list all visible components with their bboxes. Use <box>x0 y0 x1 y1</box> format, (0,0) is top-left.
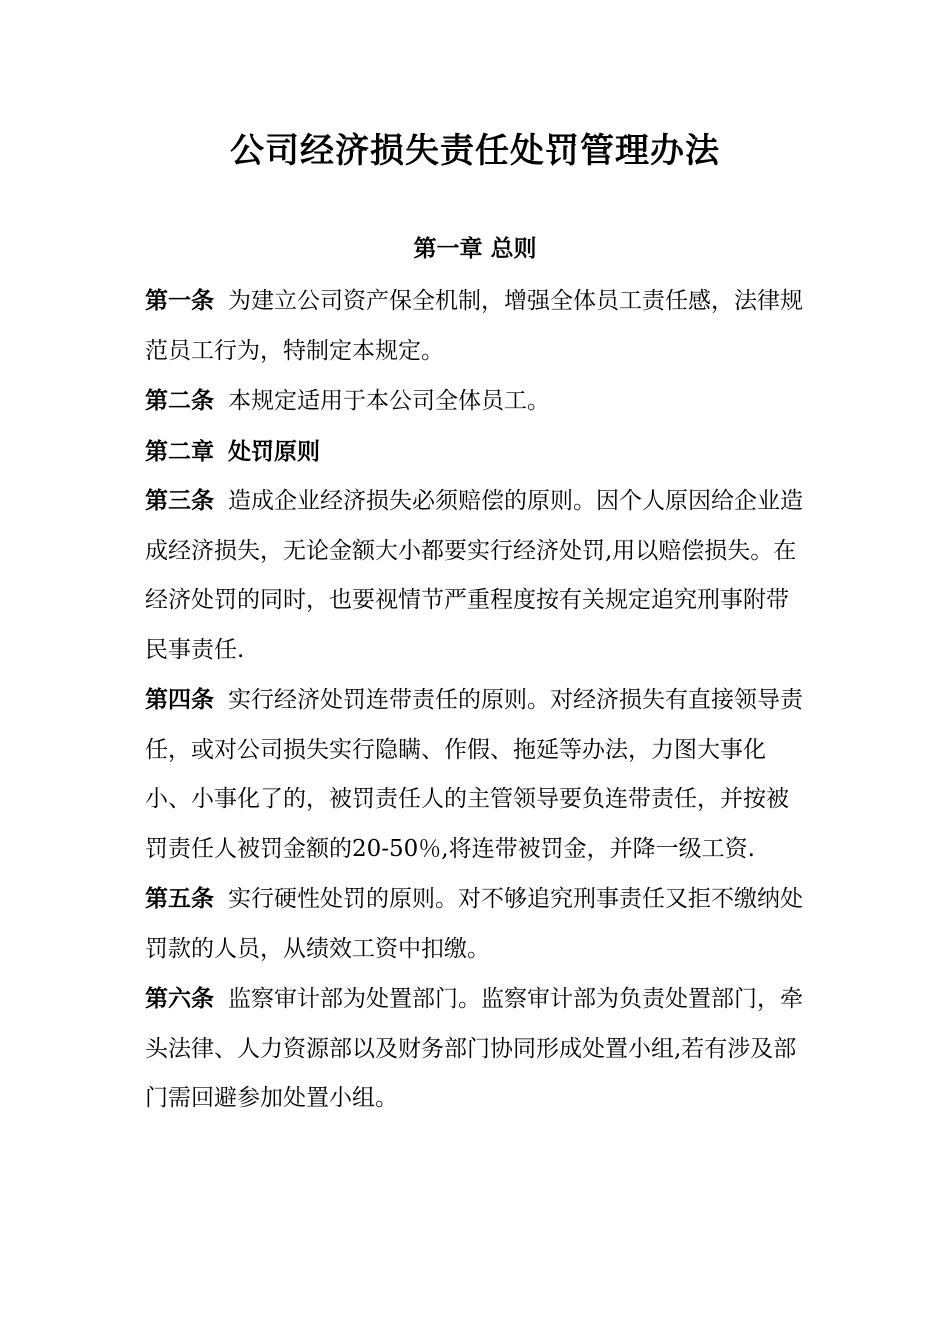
article-label: 第六条 <box>145 985 214 1012</box>
document-body <box>145 276 805 1124</box>
article-label: 第二条 <box>145 387 214 414</box>
document-title: 公司经济损失责任处罚管理办法 <box>230 131 720 171</box>
chapter-number: 第一章 <box>413 235 483 262</box>
chapter-name: 总则 <box>490 235 537 262</box>
article-3 <box>145 476 805 675</box>
article-text: 监察审计部为处置部门。监察审计部为负责处置部门，牵头法律、人力资源部以及财务部门协同形成处置小组,若有涉及部门需回避参加处置小组。 <box>145 986 803 1111</box>
article-5 <box>145 874 805 974</box>
article-label: 第一条 <box>145 287 214 314</box>
article-text: 实行硬性处罚的原则。对不够追究刑事责任又拒不缴纳处罚款的人员，从绩效工资中扣缴。 <box>145 886 803 962</box>
article-4 <box>145 675 805 874</box>
chapter-number: 第二章 <box>145 437 214 465</box>
article-label: 第四条 <box>145 686 214 713</box>
article-text: 实行经济处罚连带责任的原则。对经济损失有直接领导责任，或对公司损失实行隐瞒、作假、拖延等办法，力图大事化小、小事化了的，被罚责任人的主管领导要负连带责任，并按被罚责任人被罚金额的20-50％,将连带被罚金，并降一级工资. <box>145 687 803 862</box>
article-label: 第三条 <box>145 487 214 514</box>
article-text: 本规定适用于本公司全体员工。 <box>228 388 550 414</box>
chapter-heading-1 <box>0 232 950 266</box>
article-text: 造成企业经济损失必须赔偿的原则。因个人原因给企业造成经济损失，无论金额大小都要实行经济处罚,用以赔偿损失。在经济处罚的同时，也要视情节严重程度按有关规定追究刑事附带民事责任. <box>145 488 803 663</box>
article-text: 为建立公司资产保全机制，增强全体员工责任感，法律规范员工行为，特制定本规定。 <box>145 288 803 364</box>
article-6 <box>145 974 805 1124</box>
chapter-heading-2 <box>145 427 805 477</box>
article-2 <box>145 376 805 427</box>
chapter-name: 处罚原则 <box>228 437 320 465</box>
article-1 <box>145 276 805 376</box>
article-label: 第五条 <box>145 885 214 912</box>
